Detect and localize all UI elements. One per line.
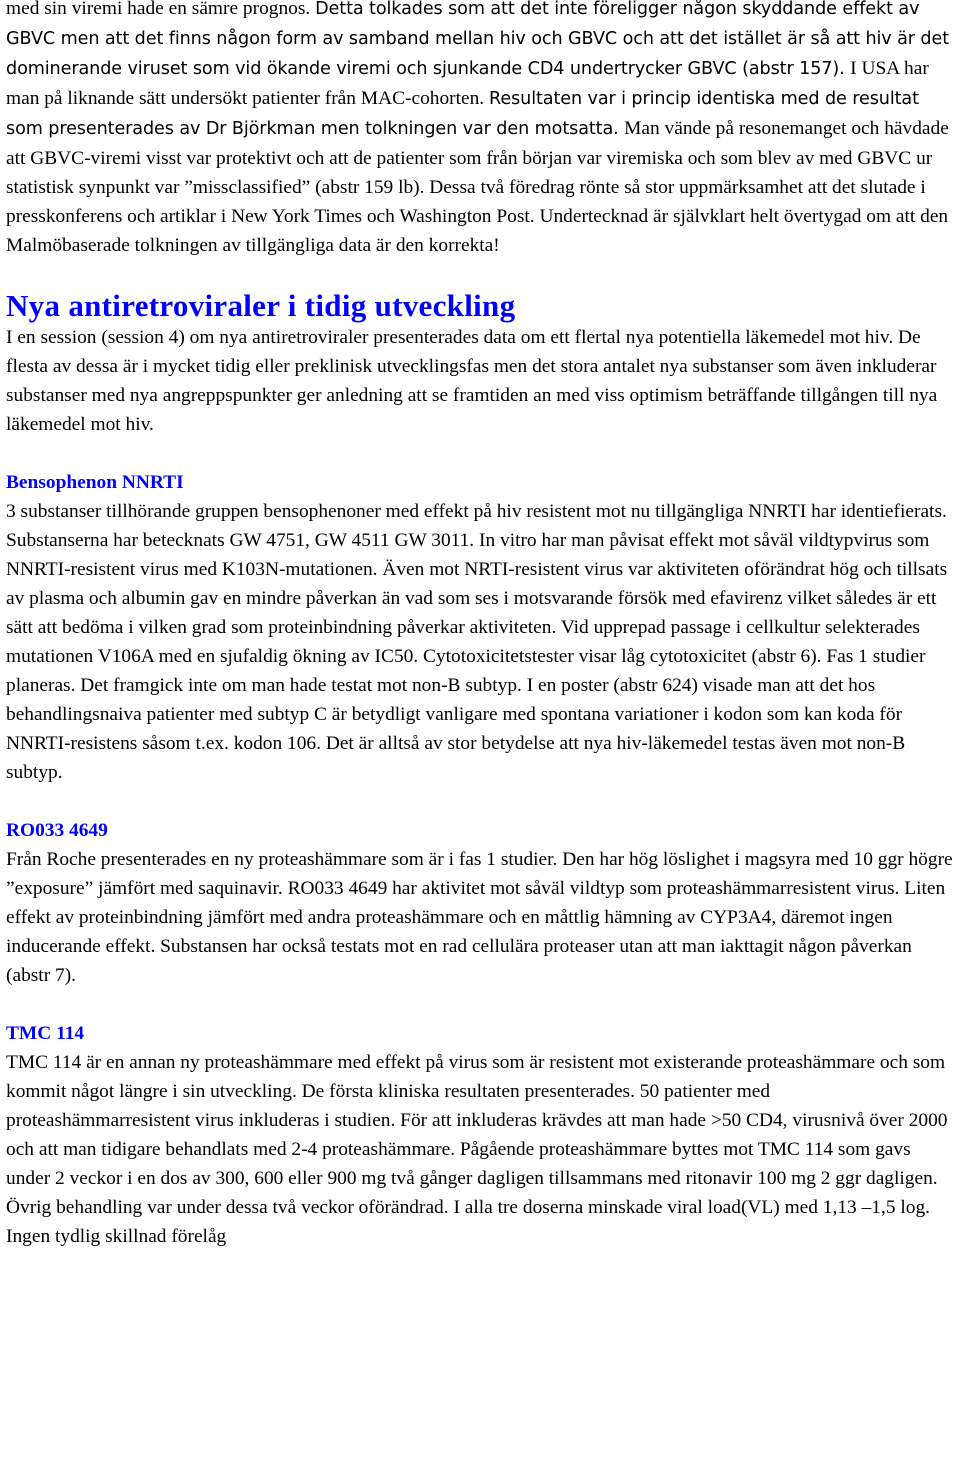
intro-sentence-5: Man vände på resonemanget och hävdade att GBVC-viremi visst var protektivt och att de patienter som från början var viremiska och som blev av med GBVC ur statistisk synpunkt var ”missclassified” (abstr 159 lb). Dessa två föredrag rönte så stor uppmärksamhet att det slutade i presskonferens och artiklar i New York Times och Washington Post. Undertecknad är självklart helt övertygad om att den Malmöbaserade tolkningen av tillgängliga data är den korrekta! (6, 118, 949, 256)
intro-sentence-1: med sin viremi hade en sämre prognos. (6, 0, 316, 19)
section-heading-bensophenon: Bensophenon NNRTI (6, 472, 184, 493)
section-body-bensophenon: 3 substanser tillhörande gruppen bensophenoner med effekt på hiv resistent mot nu tillgängliga NNRTI har identiefierats. Substanserna har betecknats GW 4751, GW 4511 GW 3011. In vitro har man påvisat effekt mot såväl vildtypvirus som NNRTI-resistent virus med K103N-mutationen. Även mot NRTI-resistent virus var aktiviteten oförändrat hög och tillsats av plasma och albumin gav en mindre påverkan än vad som ses i motsvarande försök med efavirenz vilket således är ett sätt att bedöma i vilken grad som proteinbindning påverkar aktiviteten. Vid upprepad passage i cellkultur selekterades mutationen V106A med en sjufaldig ökning av IC50. Cytotoxicitetstester visar låg cytotoxicitet (abstr 6). Fas 1 studier planeras. Det framgick inte om man hade testat mot non-B subtyp. I en poster (abstr 624) visade man att det hos behandlingsnaiva patienter med subtyp C är betydligt vanligare med spontana variationer i kodon som kan koda för NNRTI-resistens såsom t.ex. kodon 106. Det är alltså av stor betydelse att nya hiv-läkemedel testas även mot non-B subtyp. (6, 501, 948, 783)
section-heading-ro033: RO033 4649 (6, 820, 108, 841)
section-heading-new-antiretrovirals: Nya antiretroviraler i tidig utveckling (6, 288, 516, 323)
section-body-ro033: Från Roche presenterades en ny proteashämmare som är i fas 1 studier. Den har hög löslighet i magsyra med 10 ggr högre ”exposure” jämfört med saquinavir. RO033 4649 har aktivitet mot såväl vildtyp som proteashämmarresistent virus. Liten effekt av proteinbindning jämfört med andra proteashämmare och en måttlig hämning av CYP3A4, däremot ingen inducerande effekt. Substansen har också testats mot en rad cellulära proteaser utan att man iakttagit någon påverkan (abstr 7). (6, 849, 953, 986)
section-heading-tmc114: TMC 114 (6, 1023, 85, 1044)
intro-sentence-2: Detta tolkades som att det inte föreligger någon skyddande effekt av GBVC men att det finns någon form av samband mellan hiv och GBVC och att det istället är så att hiv är det dominerande viruset som vid ökande viremi och sjunkande CD4 undertrycker GBVC (abstr 157). (6, 0, 950, 79)
intro-paragraph (6, 0, 956, 260)
intro-sentence-3: I USA har man på liknande sätt undersökt patienter från MAC-cohorten. (6, 58, 929, 109)
section-body-tmc114: TMC 114 är en annan ny proteashämmare med effekt på virus som är resistent mot existerande proteashämmare och som kommit något längre i sin utveckling. De första kliniska resultaten presenterades. 50 patienter med proteashämmarresistent virus inkluderas i studien. För att inkluderas krävdes att man hade >50 CD4, virusnivå över 2000 och att man tidigare behandlats med 2-4 proteashämmare. Pågående proteashämmare byttes mot TMC 114 som gavs under 2 veckor i en dos av 300, 600 eller 900 mg två gånger dagligen tillsammans med ritonavir 100 mg 2 ggr dagligen. Övrig behandling var under dessa två veckor oförändrad. I alla tre doserna minskade viral load(VL) med 1,13 –1,5 log. Ingen tydlig skillnad förelåg (6, 1052, 948, 1247)
document-page (6, 0, 956, 1251)
intro-sentence-4: Resultaten var i princip identiska med de resultat som presenterades av Dr Björkman men tolkningen var den motsatta. (6, 89, 919, 139)
section-body-new-antiretrovirals: I en session (session 4) om nya antiretroviraler presenterades data om ett flertal nya potentiella läkemedel mot hiv. De flesta av dessa är i mycket tidig eller preklinisk utvecklingsfas men det stora antalet nya substanser som även inkluderar substanser med nya angreppspunkter ger anledning att se framtiden an med viss optimism beträffande tillgången till nya läkemedel mot hiv. (6, 327, 938, 435)
